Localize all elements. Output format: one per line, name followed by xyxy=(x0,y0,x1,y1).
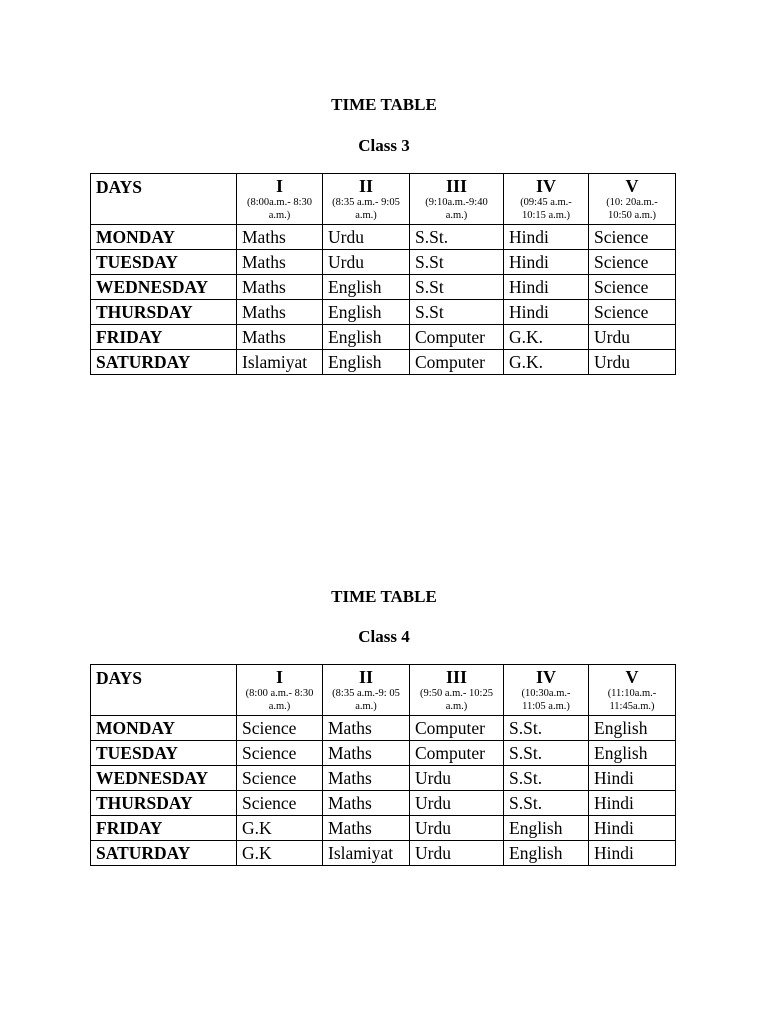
subject-cell: Urdu xyxy=(410,816,504,841)
day-cell: SATURDAY xyxy=(91,841,237,866)
subject-cell: Maths xyxy=(237,275,323,300)
table-row xyxy=(91,741,676,766)
subject-cell: Science xyxy=(589,275,676,300)
period-header xyxy=(237,665,323,716)
day-cell: MONDAY xyxy=(91,716,237,741)
table-row xyxy=(91,816,676,841)
subject-cell: S.St. xyxy=(410,225,504,250)
subject-cell: Hindi xyxy=(589,791,676,816)
timetable-heading: TIME TABLE xyxy=(331,587,437,606)
period-header xyxy=(410,665,504,716)
day-cell: WEDNESDAY xyxy=(91,275,237,300)
header-row xyxy=(91,174,676,225)
subject-cell: Urdu xyxy=(410,841,504,866)
table-row xyxy=(91,791,676,816)
subject-cell: Computer xyxy=(410,325,504,350)
day-cell: TUESDAY xyxy=(91,741,237,766)
subject-cell: Computer xyxy=(410,716,504,741)
period-time: (11:10a.m.- 11:45a.m.) xyxy=(607,688,657,712)
subject-cell: Hindi xyxy=(504,275,589,300)
subject-cell: S.St. xyxy=(504,766,589,791)
day-cell: TUESDAY xyxy=(91,250,237,275)
period-header xyxy=(589,174,676,225)
subject-cell: English xyxy=(323,275,410,300)
subject-cell: Science xyxy=(589,250,676,275)
subject-cell: Maths xyxy=(237,225,323,250)
period-header xyxy=(504,174,589,225)
class-label: Class 4 xyxy=(358,627,410,646)
day-cell: FRIDAY xyxy=(91,816,237,841)
subject-cell: Science xyxy=(237,791,323,816)
subject-cell: Maths xyxy=(323,816,410,841)
period-numeral: V xyxy=(625,667,639,687)
subject-cell: Hindi xyxy=(504,225,589,250)
subject-cell: English xyxy=(323,350,410,375)
period-time: (9:10a.m.-9:40 a.m.) xyxy=(425,197,488,221)
subject-cell: Computer xyxy=(410,741,504,766)
period-time: (09:45 a.m.- 10:15 a.m.) xyxy=(520,197,572,221)
subject-cell: Hindi xyxy=(504,250,589,275)
subject-cell: Maths xyxy=(323,766,410,791)
period-numeral: IV xyxy=(535,176,556,196)
subject-cell: Islamiyat xyxy=(237,350,323,375)
period-numeral: IV xyxy=(535,667,556,687)
subject-cell: English xyxy=(323,300,410,325)
subject-cell: English xyxy=(589,716,676,741)
day-cell: WEDNESDAY xyxy=(91,766,237,791)
period-numeral: III xyxy=(445,667,467,687)
table-row xyxy=(91,300,676,325)
subject-cell: Computer xyxy=(410,350,504,375)
subject-cell: Urdu xyxy=(589,325,676,350)
subject-cell: Maths xyxy=(323,716,410,741)
period-time: (8:00 a.m.- 8:30 a.m.) xyxy=(245,688,314,712)
period-numeral: II xyxy=(358,667,373,687)
period-numeral: III xyxy=(445,176,467,196)
period-header xyxy=(504,665,589,716)
table-row xyxy=(91,250,676,275)
subject-cell: G.K xyxy=(237,816,323,841)
day-cell: FRIDAY xyxy=(91,325,237,350)
subject-cell: S.St. xyxy=(504,716,589,741)
subject-cell: S.St. xyxy=(504,741,589,766)
period-header xyxy=(410,174,504,225)
table-row xyxy=(91,716,676,741)
subject-cell: English xyxy=(589,741,676,766)
subject-cell: Hindi xyxy=(589,816,676,841)
subject-cell: English xyxy=(504,816,589,841)
subject-cell: Urdu xyxy=(323,250,410,275)
table-row xyxy=(91,350,676,375)
period-time: (8:35 a.m.- 9:05 a.m.) xyxy=(332,197,400,221)
subject-cell: Hindi xyxy=(504,300,589,325)
period-numeral: I xyxy=(275,667,283,687)
subject-cell: Science xyxy=(589,300,676,325)
subject-cell: Islamiyat xyxy=(323,841,410,866)
subject-cell: Science xyxy=(237,716,323,741)
subject-cell: G.K. xyxy=(504,350,589,375)
subject-cell: S.St. xyxy=(504,791,589,816)
day-cell: THURSDAY xyxy=(91,791,237,816)
subject-cell: Urdu xyxy=(589,350,676,375)
timetable-heading: TIME TABLE xyxy=(331,95,437,114)
subject-cell: English xyxy=(323,325,410,350)
period-header xyxy=(323,665,410,716)
subject-cell: S.St xyxy=(410,300,504,325)
table-row xyxy=(91,325,676,350)
subject-cell: Maths xyxy=(237,250,323,275)
timetable-class-3 xyxy=(90,173,676,375)
days-header: DAYS xyxy=(91,665,237,716)
table-row xyxy=(91,766,676,791)
subject-cell: Science xyxy=(589,225,676,250)
subject-cell: Maths xyxy=(323,741,410,766)
subject-cell: Hindi xyxy=(589,766,676,791)
subject-cell: G.K. xyxy=(504,325,589,350)
period-header xyxy=(323,174,410,225)
day-cell: MONDAY xyxy=(91,225,237,250)
subject-cell: Urdu xyxy=(410,791,504,816)
subject-cell: English xyxy=(504,841,589,866)
subject-cell: Maths xyxy=(237,325,323,350)
period-header xyxy=(237,174,323,225)
period-numeral: I xyxy=(275,176,283,196)
class-label: Class 3 xyxy=(358,136,410,155)
table-row xyxy=(91,225,676,250)
subject-cell: Maths xyxy=(237,300,323,325)
timetable-class-4 xyxy=(90,664,676,866)
subject-cell: Science xyxy=(237,741,323,766)
subject-cell: Urdu xyxy=(410,766,504,791)
subject-cell: Hindi xyxy=(589,841,676,866)
subject-cell: S.St xyxy=(410,250,504,275)
table-row xyxy=(91,841,676,866)
subject-cell: Maths xyxy=(323,791,410,816)
period-numeral: II xyxy=(358,176,373,196)
period-time: (10:30a.m.- 11:05 a.m.) xyxy=(521,688,571,712)
period-time: (8:00a.m.- 8:30 a.m.) xyxy=(246,197,313,221)
subject-cell: Science xyxy=(237,766,323,791)
subject-cell: S.St xyxy=(410,275,504,300)
days-header: DAYS xyxy=(91,174,237,225)
day-cell: SATURDAY xyxy=(91,350,237,375)
subject-cell: G.K xyxy=(237,841,323,866)
subject-cell: Urdu xyxy=(323,225,410,250)
period-time: (8:35 a.m.-9: 05 a.m.) xyxy=(332,688,400,712)
period-header xyxy=(589,665,676,716)
table-row xyxy=(91,275,676,300)
header-row xyxy=(91,665,676,716)
period-numeral: V xyxy=(625,176,639,196)
period-time: (9:50 a.m.- 10:25 a.m.) xyxy=(420,688,493,712)
period-time: (10: 20a.m.- 10:50 a.m.) xyxy=(606,197,658,221)
day-cell: THURSDAY xyxy=(91,300,237,325)
